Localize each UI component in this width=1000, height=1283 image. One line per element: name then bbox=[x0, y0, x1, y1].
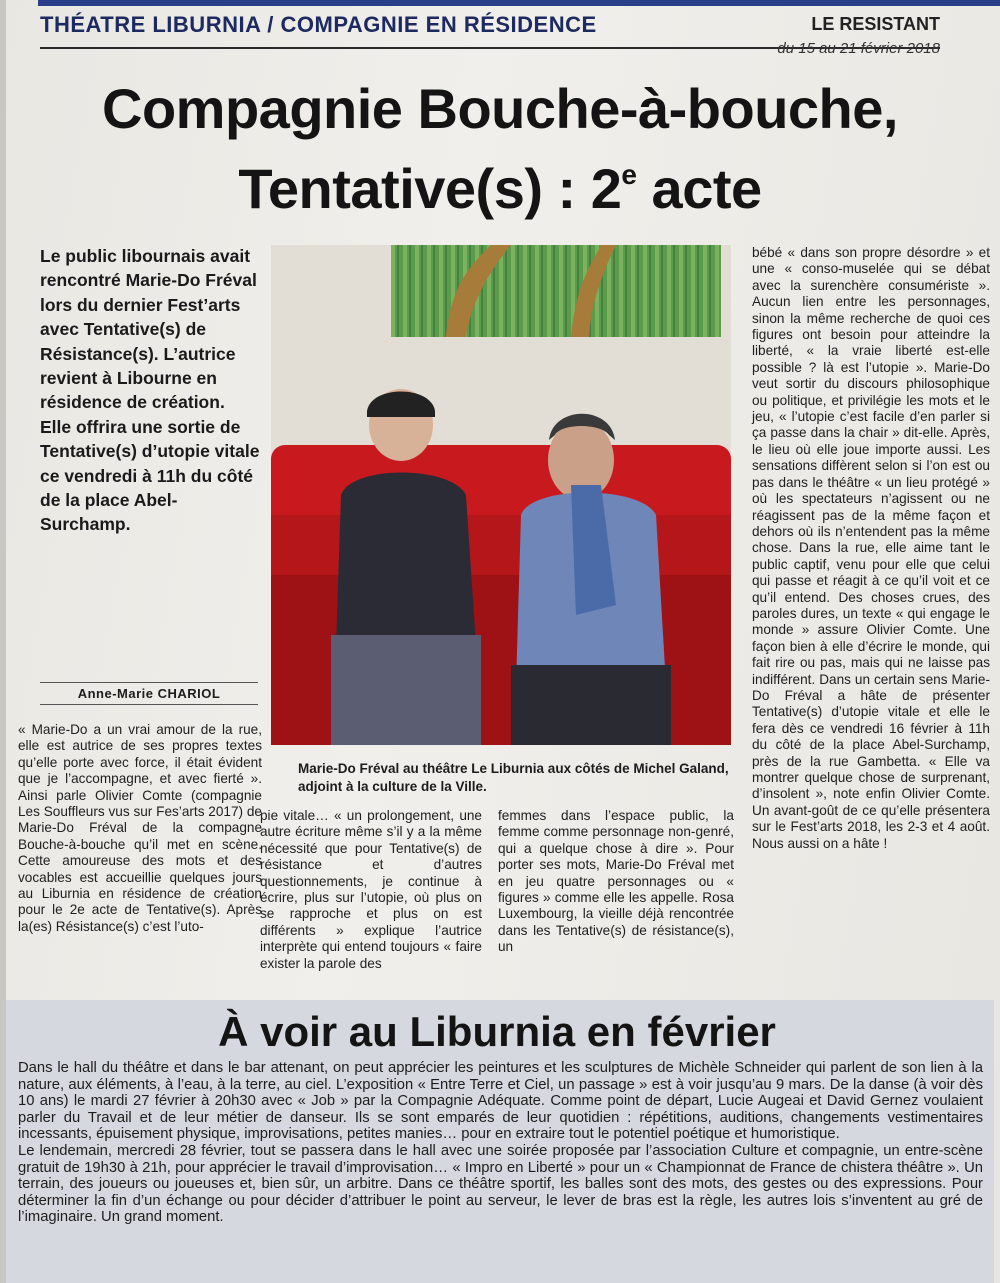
events-box-text bbox=[18, 1060, 983, 1226]
article-photo bbox=[271, 245, 731, 745]
author-byline: Anne-Marie CHARIOL bbox=[40, 682, 258, 705]
events-paragraph-1: Dans le hall du théâtre et dans le bar attenant, on peut apprécier les peintures et les sculptures de Michèle Schneider qui parlent de son lien à la nature, aux éléments, à l’eau, à la terre, au ciel. L’exposition « Entre Terre et Ciel, un passage » est à voir jusqu’au 9 mars. De la danse (à voir dès 10 ans) le mardi 27 février à 20h30 avec « Job » par la Compagnie Adéquate. Comme point de départ, Lucie Augeai et David Gernez voulaient parler du Travail et de leur métier de danseur. Ils se sont emparés de leur quotidien : répétitions, auditions, changements vestimentaires incessants, épuisement physique, improvisations, petites manies… pour en extraire tout le potentiel poétique et humoristique. bbox=[18, 1060, 983, 1143]
photo-caption: Marie-Do Fréval au théâtre Le Liburnia aux côtés de Michel Galand, adjoint à la culture de la Ville. bbox=[298, 761, 729, 794]
article-column-2: pie vitale… « un prolongement, une autre écriture même s’il y a la même nécessité que pour Tentative(s) de résistance et d’autres questionnements, je continue à écrire, plus sur l’utopie, où plus on se rapproche et plus on est différents » explique l’autrice interprète qui entend toujours « faire exister la parole des bbox=[260, 808, 482, 971]
photo-illustration bbox=[271, 245, 731, 745]
headline-line-2: Tentative(s) : 2e acte bbox=[238, 157, 762, 220]
events-box-title: À voir au Liburnia en février bbox=[218, 1008, 776, 1055]
section-rubric: THÉATRE LIBURNIA / COMPAGNIE EN RÉSIDENCE bbox=[40, 12, 597, 37]
article-lede: Le public libournais avait rencontré Marie-Do Fréval lors du dernier Fest’arts avec Tentative(s) de Résistance(s). L’autrice revient à Libourne en résidence de création. Elle offrira une sortie de Tentative(s) d’utopie vitale ce vendredi à 11h du côté de la place Abel-Surchamp. bbox=[40, 246, 260, 535]
article-column-3: femmes dans l’espace public, la femme comme personnage non-genré, qui a quelque chose à dire ». Pour porter ses mots, Marie-Do Fréval met en jeu quatre personnages ou « figures » comme elle les appelle. Rosa Luxembourg, la vieille déjà rencontrée dans les Tentative(s) de résistance(s), un bbox=[498, 808, 734, 955]
issue-date: du 15 au 21 février 2018 bbox=[777, 40, 940, 57]
article-column-4: bébé « dans son propre désordre » et une « conso-muselée qui se débat avec la surenchère consumériste ». Aucun lien entre les personnages, sinon la même recherche de quoi ces figures ont besoin pour atteindre la liberté, « la vraie liberté est-elle possible ? là est l’utopie ». Marie-Do veut sortir du discours philosophique ou politique, et privilégie les mots et le jeu, « l’utopie c’est facile d’en parler si ça passe dans la chair » dit-elle. Après, le lieu où elle joue importe aussi. Les sensations diffèrent selon si l’on est ou pas dans le théâtre « un lieu protégé » où les spectateurs n’agissent ou ne réagissent pas de la même façon et dehors où ils n’entendent pas la même chose. Dans la rue, elle aime tant le public captif, venu pour elle que celui qui passe et réagit à ce qu’il voit et ce qu’il entend. Des choses crues, des paroles dures, un texte « qui engage le monde » assure Olivier Comte. Une façon bien à elle d’écrire le monde, qui fait rire ou pas, mais qui ne laisse pas indifférent. Dans un certain sens Marie-Do Fréval a hâte de présenter Tentative(s) d’utopie vitale et elle le fera dès ce vendredi 16 février à 11h du côté de la place Abel-Surchamp, près de la rue Gambetta. « Elle va montrer quelque chose de surprenant, d’insolent », note enfin Olivier Comte. Un avant-goût de ce qu’elle présentera sur le Fest’arts 2018, les 2-3 et 4 août. Nous aussi on a hâte ! bbox=[752, 245, 990, 851]
article-column-1: « Marie-Do a un vrai amour de la rue, elle est autrice de ses propres textes qu’elle porte avec force, il était évident que je l’accompagne, et avec fierté ». Ainsi parle Olivier Comte (compagnie Les Souffleurs vus sur Fes’arts 2017) de Marie-Do Fréval de la compagne Bouche-à-bouche qu’il met en scène. Cette amoureuse des mots et des vocables est accueillie quelques jours au Liburnia en résidence de création pour le 2e acte de Tentative(s). Après la(es) Résistance(s) c’est l’uto- bbox=[18, 722, 262, 934]
newspaper-name: LE RESISTANT bbox=[811, 14, 940, 34]
headline-line-1: Compagnie Bouche-à-bouche, bbox=[102, 77, 898, 140]
article-headline bbox=[0, 76, 1000, 222]
top-color-rule bbox=[38, 0, 1000, 6]
events-paragraph-2: Le lendemain, mercredi 28 février, tout se passera dans le hall avec une soirée proposée par l’association Culture et compagnie, un entre-scène gratuit de 19h30 à 21h, pour apprécier le travail d’improvisation… « Impro en Liberté » pour un « Championnat de France de chistera théâtre ». Un terrain, des joueurs ou joueuses et, bien sûr, un arbitre. Dans ce théâtre sportif, les balles sont des mots, des gestes ou des expressions. Pour déterminer la fin d’un échange ou pour décider d’attribuer le point au serveur, le lever de bras est la règle, les autres lois s’inventent au gré de l’imaginaire. Un grand moment. bbox=[18, 1142, 983, 1226]
